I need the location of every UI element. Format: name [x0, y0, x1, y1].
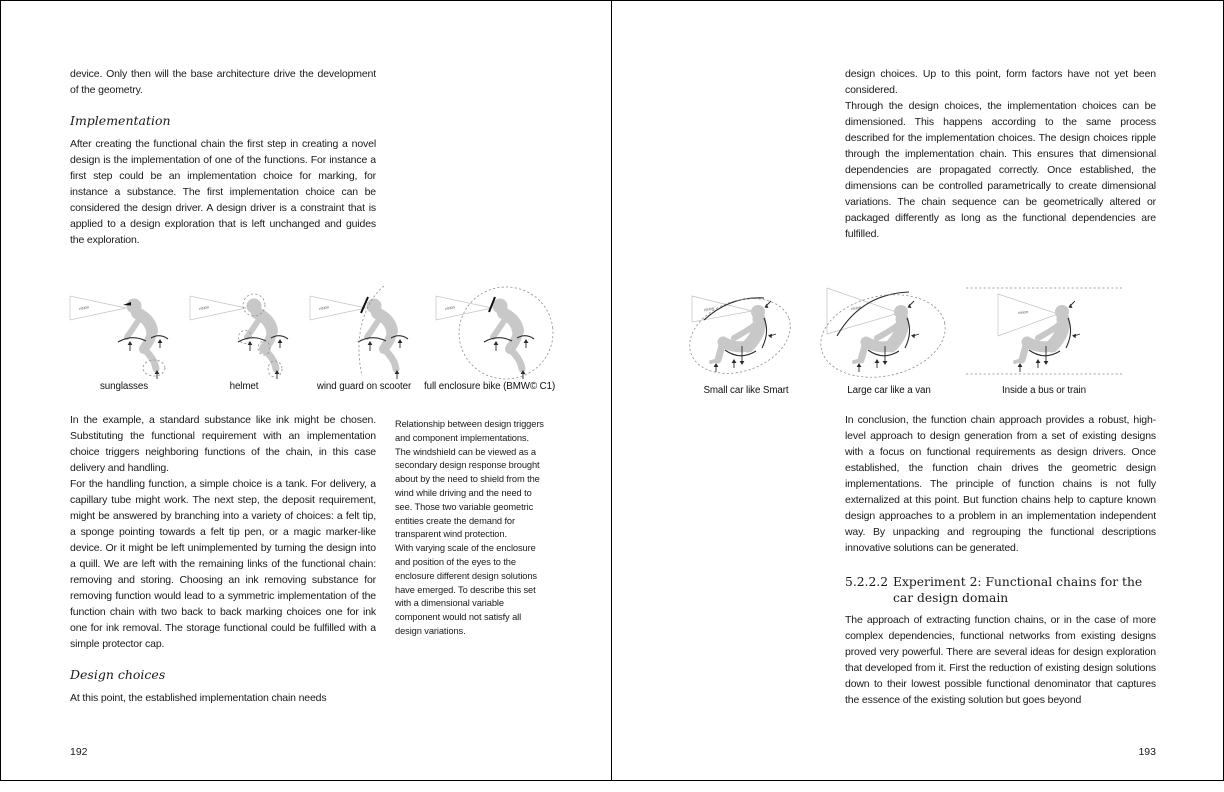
vision-cone-label: vision — [318, 304, 330, 311]
scooter-rider-sunglasses-icon — [64, 284, 184, 380]
figure-helmet — [184, 284, 304, 392]
car-rider-bus-icon — [964, 284, 1124, 384]
figure-caption: Inside a bus or train — [1002, 385, 1086, 396]
paragraph: design choices. Up to this point, form factors have not yet been considered. — [845, 68, 1156, 96]
paragraph: For the handling function, a simple choice is a tank. For delivery, a capillary tube might work. The next step, the deposit requirement, might be answered by branching into a variety of choices: a felt tip, a sponge pointing towards a felt tip pen, or a magic marker-like device. Or it might be left unimplemented by turning the design into a quill. We are left with the remaining links of the functional chain: removing and storing. Choosing an ink removing substance for removing function would lead to a symmetric implementation of the function chain with two back to back marking choices one for ink one for ink removal. The storage functional could be fulfilled with a simple protector cap. — [70, 478, 376, 650]
vision-cone-label: vision — [78, 304, 90, 311]
figure-small-car — [678, 284, 814, 396]
section-heading — [845, 574, 1156, 606]
figure-full-enclosure — [424, 284, 555, 392]
margin-note-paragraph: With varying scale of the enclosure and position of the eyes to the enclosure different design solutions have emerged. To describe this set with a dimensional variable component would not satisfy all design variations. — [395, 543, 537, 636]
car-rider-van-icon — [821, 284, 957, 384]
vision-cone-label: vision — [703, 305, 715, 312]
margin-note-paragraph: Relationship between design triggers and component implementations. — [395, 419, 544, 443]
enclosure-ellipse — [453, 282, 558, 385]
scooter-rider-enclosure-icon — [430, 284, 550, 380]
section-number: 5.2.2.2 — [845, 575, 889, 589]
car-rider-smart-icon — [678, 284, 814, 384]
figure-large-car — [821, 284, 957, 396]
figure-sunglasses — [64, 284, 184, 392]
paragraph: device. Only then will the base architecture drive the development of the geometry. — [70, 68, 376, 96]
margin-note — [395, 418, 547, 639]
vision-cone-label: vision — [850, 304, 862, 311]
figure-caption: full enclosure bike (BMW© C1) — [424, 381, 556, 392]
margin-note-paragraph: The windshield can be viewed as a secondary design response brought about by the need to shield from the wind while driving and the need to see. Those two variable geometric entities create the demand for transparent wind protection. — [395, 446, 540, 540]
figure-windguard — [304, 284, 424, 392]
paragraph: At this point, the established implementation chain needs — [70, 692, 327, 704]
page-number-left: 192 — [70, 746, 88, 758]
left-bottom-text-block — [70, 412, 376, 706]
figure-bus-train — [964, 284, 1124, 396]
left-top-text-block — [70, 66, 376, 248]
design-choices-heading: Design choices — [70, 667, 166, 682]
section-title: Experiment 2: Functional chains for the car design domain — [893, 575, 1143, 605]
paragraph: Through the design choices, the implementation choices can be dimensioned. This happens according to the same process described for the implementation choices. The design choices ripple through the implementation chain. This ensures that dimensional dependencies are propagated correctly. Once established, the dimensions can be controlled parametrically to create dimensional variations. The chain sequence can be geometrically altered or packaged differently as long as the functional dependencies are fulfilled. — [845, 100, 1156, 240]
scooter-rider-windguard-icon — [304, 284, 424, 380]
rider-silhouette — [238, 299, 288, 380]
right-top-text-block — [845, 66, 1156, 242]
rider-silhouette — [484, 299, 534, 380]
figure-caption: Small car like Smart — [703, 385, 789, 396]
figure-caption: sunglasses — [99, 381, 148, 392]
vision-cone-label: vision — [1017, 309, 1029, 315]
figure-caption: helmet — [229, 381, 259, 392]
figure-caption: Large car like a van — [847, 385, 931, 396]
vision-cone-label: vision — [198, 304, 210, 311]
vision-cone-label: vision — [443, 304, 455, 311]
page-divider — [611, 0, 612, 780]
page-number-right: 193 — [1138, 746, 1156, 758]
rider-silhouette — [358, 299, 408, 380]
sunglasses-mark — [123, 302, 131, 306]
implementation-heading: Implementation — [70, 113, 171, 128]
right-bottom-text-block — [845, 412, 1156, 708]
car-figure-row — [678, 284, 1124, 396]
paragraph: The approach of extracting function chains, or in the case of more complex dependencies, functional networks from existing designs proved very powerful. There are several ideas for design exploration that developed from it. First the reduction of existing design solutions down to their lowest possible functional denominator that captures the essence of the existing solution but goes beyond — [845, 614, 1156, 706]
figure-caption: wind guard on scooter — [316, 381, 412, 392]
paragraph: In the example, a standard substance like ink might be chosen. Substituting the functional requirement with an implementation choice triggers neighboring functions of the chain, in this case delivery and handling. — [70, 414, 376, 474]
paragraph: In conclusion, the function chain approach provides a robust, high-level approach to design generation from a set of existing designs with a focus on functional requirements as design drivers. Once established, the function chain drives the geometric design implementations. The principle of function chains is not fully externalized at this point. But function chains help to capture known design approaches to a problem in an implementation independent way. By unpacking and regrouping the functional descriptions innovative solutions can be generated. — [845, 414, 1156, 554]
scooter-rider-helmet-icon — [184, 284, 304, 380]
paragraph: After creating the functional chain the first step in creating a novel design is the implementation of one of the functions. For instance a first step could be an implementation choice for marking, for instance a substance. The first implementation choice can be considered the design driver. A design driver is a constraint that is applied to a design exploration that is left unchanged and guides the exploration. — [70, 138, 376, 246]
scooter-figure-row — [64, 284, 556, 392]
